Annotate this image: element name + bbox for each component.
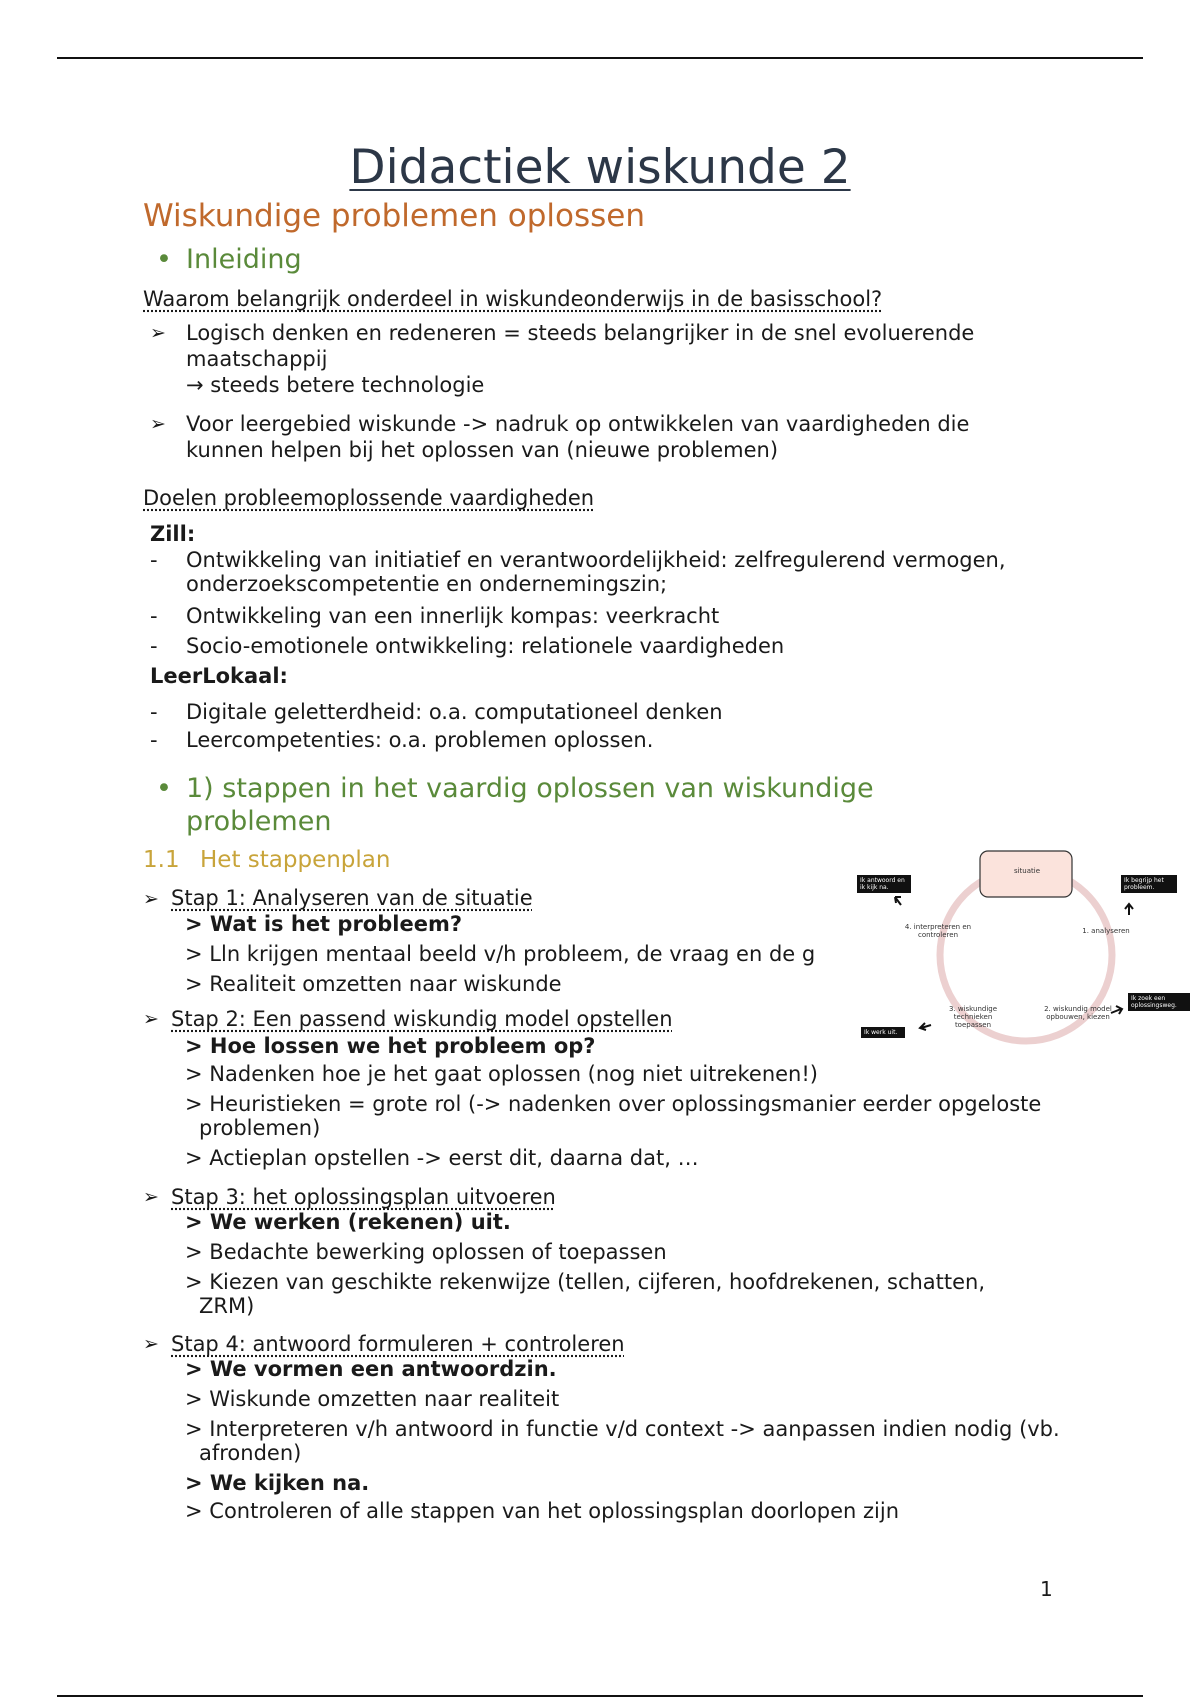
list-item: > We vormen een antwoordzin. — [185, 1357, 557, 1381]
top-rule — [57, 57, 1143, 59]
list-item-continuation: ZRM) — [199, 1294, 255, 1318]
why-point-1-line2: maatschappij — [186, 347, 328, 371]
list-item: > Nadenken hoe je het gaat oplossen (nog niet uitrekenen!) — [185, 1062, 818, 1086]
list-item: > Realiteit omzetten naar wiskunde — [185, 972, 562, 996]
arrowhead-icon: ➢ — [143, 1186, 159, 1208]
list-item: > Kiezen van geschikte rekenwijze (tellen, cijferen, hoofdrekenen, schatten, — [185, 1270, 986, 1294]
arrowhead-icon: ➢ — [143, 1333, 159, 1355]
diagram-box-2: Ik zoek een oplossingsweg. — [1128, 993, 1190, 1011]
document-title: Didactiek wiskunde 2 — [349, 140, 851, 195]
diagram-step-2: 2. wiskundig model opbouwen, kiezen — [1044, 1005, 1112, 1021]
list-item: - Ontwikkeling van initiatief en verantwoordelijkheid: zelfregulerend vermogen, — [150, 548, 1006, 572]
bullet-icon: • — [156, 244, 172, 275]
list-item: > Hoe lossen we het probleem op? — [185, 1034, 596, 1058]
subheading-number: 1.1 — [143, 847, 180, 873]
bottom-rule — [57, 1695, 1143, 1697]
list-item: > Wat is het probleem? — [185, 912, 463, 936]
list-item: > Bedachte bewerking oplossen of toepassen — [185, 1240, 667, 1264]
arrowhead-icon: ➢ — [143, 1008, 159, 1030]
list-item-continuation: afronden) — [199, 1441, 302, 1465]
step-1-items — [185, 911, 815, 997]
list-item-continuation: onderzoekscompetentie en ondernemingszin; — [186, 572, 668, 596]
arrowhead-icon: ➢ — [143, 888, 159, 910]
list-item-continuation: problemen) — [199, 1116, 321, 1140]
step-3-title: Stap 3: het oplossingsplan uitvoeren — [171, 1185, 556, 1209]
heading-steps — [156, 772, 874, 838]
subheading-title: Het stappenplan — [200, 847, 391, 873]
steps-heading-line1: 1) stappen in het vaardig oplossen van wiskundige — [186, 773, 874, 804]
diagram-box-1: Ik begrijp het probleem. — [1121, 875, 1177, 893]
right-arrow-icon: → — [186, 373, 211, 397]
why-point-1-sub — [186, 372, 974, 398]
list-item: - Socio-emotionele ontwikkeling: relationele vaardigheden — [150, 634, 785, 658]
list-item: > Actieplan opstellen -> eerst dit, daarna dat, … — [185, 1146, 699, 1170]
diagram-step-4: 4. interpreteren en controleren — [904, 923, 972, 939]
arrowhead-icon: ➢ — [150, 322, 166, 344]
step-2-title: Stap 2: Een passend wiskundig model opstellen — [171, 1007, 673, 1031]
why-question: Waarom belangrijk onderdeel in wiskundeonderwijs in de basisschool? — [143, 287, 883, 311]
step-4-items — [185, 1356, 1060, 1524]
why-point-2 — [186, 411, 969, 463]
leerlokaal-list — [150, 699, 723, 753]
list-item: > Controleren of alle stappen van het oplossingsplan doorlopen zijn — [185, 1499, 900, 1523]
heading-problem-solving: Wiskundige problemen oplossen — [143, 198, 646, 234]
list-item: - Ontwikkeling van een innerlijk kompas: veerkracht — [150, 604, 720, 628]
zill-list — [150, 547, 1006, 659]
arrowhead-icon: ➢ — [150, 413, 166, 435]
step-2-items — [185, 1033, 1041, 1171]
goals-heading: Doelen probleemoplossende vaardigheden — [143, 486, 595, 510]
steps-heading-line2: problemen — [186, 806, 332, 837]
why-point-1 — [186, 320, 974, 398]
leerlokaal-label: LeerLokaal: — [150, 664, 288, 688]
list-item: - Leercompetenties: o.a. problemen oplossen. — [150, 728, 654, 752]
diagram-box-3: Ik werk uit. — [861, 1027, 905, 1038]
list-item: > Heuristieken = grote rol (-> nadenken over oplossingsmanier eerder opgeloste — [185, 1092, 1042, 1116]
step-4-title: Stap 4: antwoord formuleren + controleren — [171, 1332, 625, 1356]
why-point-2-line1: Voor leergebied wiskunde -> nadruk op ontwikkelen van vaardigheden die — [186, 412, 970, 436]
why-point-1-sub-text: steeds betere technologie — [210, 373, 485, 397]
list-item: > We kijken na. — [185, 1471, 370, 1495]
diagram-step-1: 1. analyseren — [1082, 927, 1130, 935]
step-1-title: Stap 1: Analyseren van de situatie — [171, 886, 533, 910]
bullet-icon: • — [156, 773, 172, 804]
intro-heading-text: Inleiding — [186, 244, 302, 275]
list-item: > Lln krijgen mentaal beeld v/h probleem, de vraag en de g — [185, 942, 816, 966]
zill-label: Zill: — [150, 522, 196, 546]
list-item: - Digitale geletterdheid: o.a. computationeel denken — [150, 700, 723, 724]
page-number: 1 — [1040, 1577, 1053, 1601]
diagram-box-4: Ik antwoord en ik kijk na. — [857, 875, 911, 893]
problem-solving-cycle-diagram — [853, 845, 1193, 1045]
diagram-center-label: situatie — [1013, 867, 1041, 875]
list-item: > We werken (rekenen) uit. — [185, 1210, 511, 1234]
why-point-2-line2: kunnen helpen bij het oplossen van (nieuwe problemen) — [186, 438, 779, 462]
subheading-stappenplan — [143, 847, 390, 873]
list-item: > Interpreteren v/h antwoord in functie v/d context -> aanpassen indien nodig (vb. — [185, 1417, 1060, 1441]
diagram-step-3: 3. wiskundige technieken toepassen — [948, 1005, 998, 1029]
step-3-items — [185, 1209, 985, 1317]
why-point-1-line1: Logisch denken en redeneren = steeds belangrijker in de snel evoluerende — [186, 321, 975, 345]
list-item: > Wiskunde omzetten naar realiteit — [185, 1387, 560, 1411]
heading-intro — [156, 244, 302, 275]
